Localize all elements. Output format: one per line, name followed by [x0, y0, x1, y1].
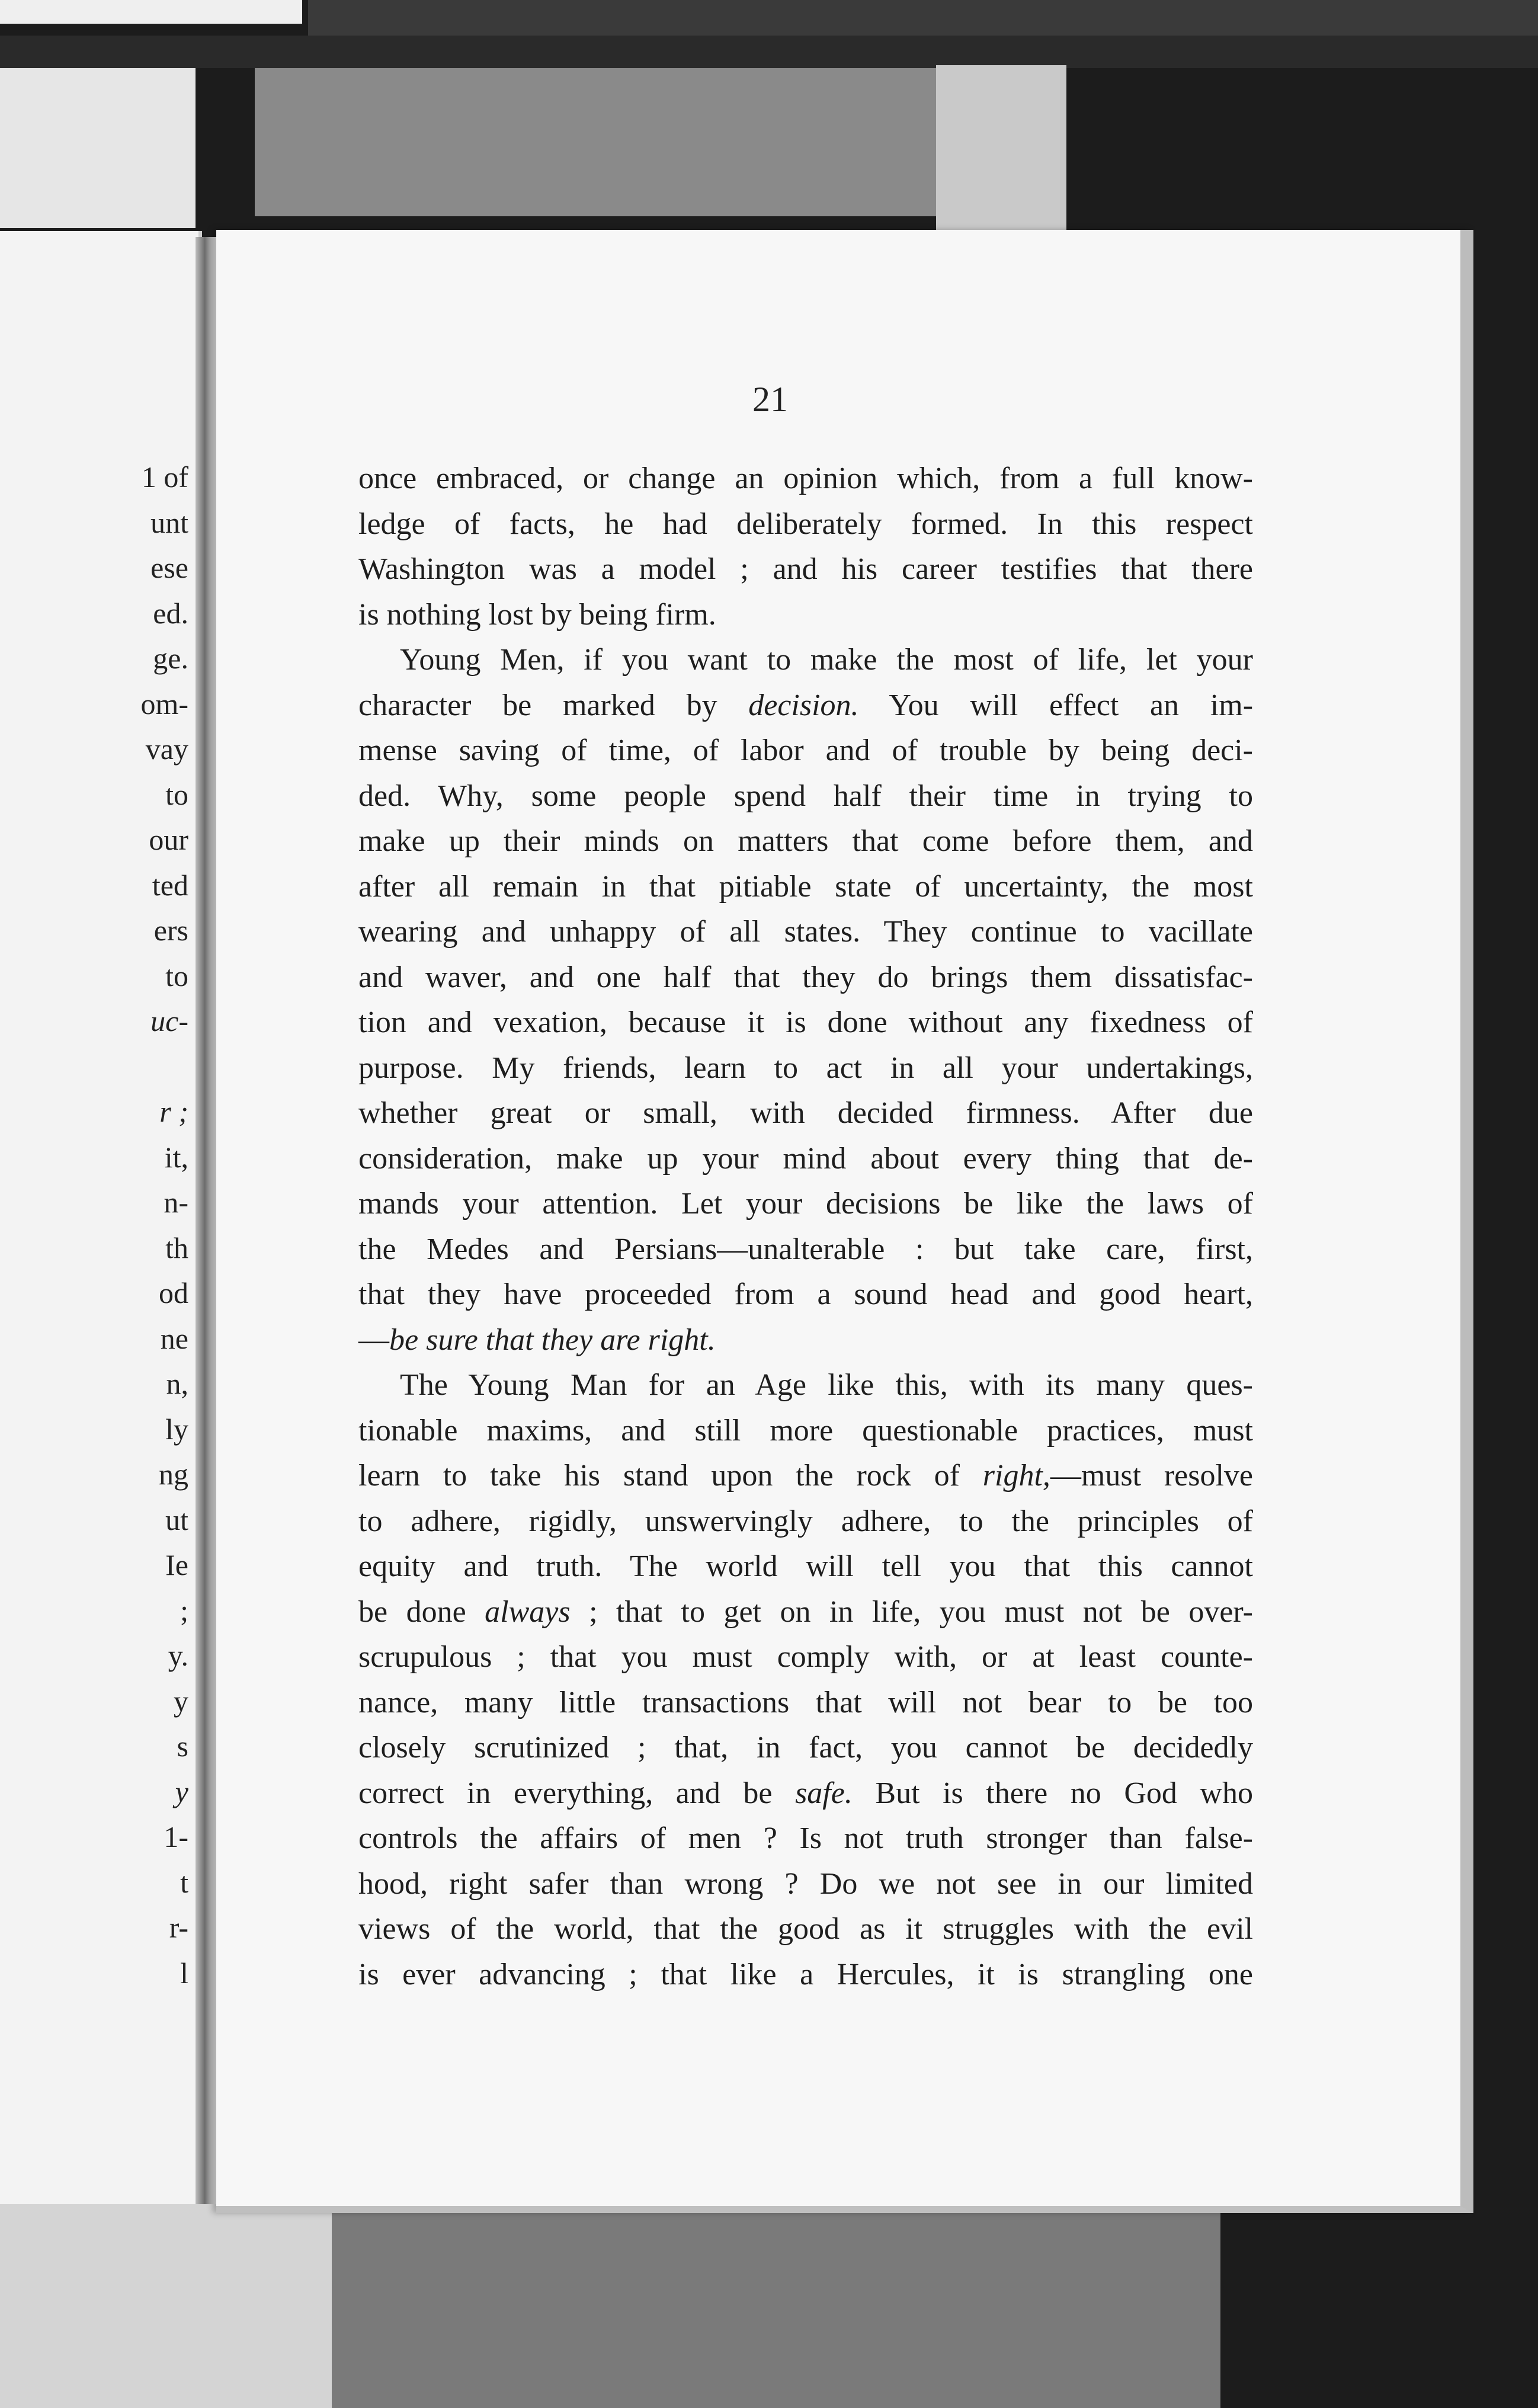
emphasis-text: decision.: [748, 688, 859, 722]
text-line: [358, 955, 1253, 1001]
text-line: [358, 1227, 1253, 1273]
facing-page-fragment: n,: [166, 1367, 188, 1400]
text-run: consideration, make up your mind about every thing that de-: [358, 1141, 1253, 1176]
text-run: to adhere, rigidly, unswervingly adhere, to the principles of: [358, 1504, 1253, 1538]
facing-page-fragment: ;: [180, 1593, 188, 1627]
text-run: purpose. My friends, learn to act in all your undertakings,: [358, 1051, 1253, 1085]
facing-page-fragment: ly: [165, 1412, 188, 1446]
text-line: [358, 1907, 1253, 1952]
text-line: [358, 1680, 1253, 1726]
text-run: views of the world, that the good as it struggles with the evil: [358, 1912, 1253, 1946]
text-run: correct in everything, and be: [358, 1776, 796, 1810]
text-line: [358, 1046, 1253, 1091]
text-run: —must resolve: [1050, 1459, 1254, 1493]
facing-page-fragment: r-: [169, 1911, 188, 1944]
text-run: scrupulous ; that you must comply with, or at least counte-: [358, 1640, 1253, 1674]
text-run: ded. Why, some people spend half their time in trying to: [358, 779, 1253, 813]
background-paper-strip: [0, 68, 196, 228]
text-line: [358, 1453, 1253, 1499]
text-run: tionable maxims, and still more questionable practices, must: [358, 1413, 1253, 1448]
text-run: that they have proceeded from a sound head and good heart,: [358, 1277, 1253, 1311]
text-run: the Medes and Persians—unalterable : but take care, first,: [358, 1232, 1253, 1266]
text-line: [358, 1862, 1253, 1907]
facing-page-fragment: t: [180, 1865, 188, 1899]
text-run: make up their minds on matters that come before them, and: [358, 824, 1253, 858]
text-line: [358, 1816, 1253, 1862]
text-run: tion and vexation, because it is done without any fixedness of: [358, 1006, 1253, 1039]
text-run: controls the affairs of men ? Is not truth stronger than false-: [358, 1821, 1253, 1855]
text-line: [358, 1635, 1253, 1680]
text-line: [358, 683, 1253, 729]
text-line: [358, 1771, 1253, 1817]
facing-page-fragment: uc-: [150, 1004, 188, 1038]
text-line: [358, 1091, 1253, 1136]
emphasis-text: always: [485, 1594, 571, 1629]
background-gray-strip: [255, 68, 936, 216]
text-run: Young Men, if you want to make the most of life, let your: [400, 643, 1253, 677]
facing-page-left: [0, 231, 202, 2204]
text-line: [358, 864, 1253, 910]
text-line: [358, 1725, 1253, 1771]
text-run: equity and truth. The world will tell you that this cannot: [358, 1549, 1253, 1583]
facing-page-fragment: ese: [150, 551, 188, 584]
text-line: [358, 1590, 1253, 1635]
facing-page-fragment: th: [165, 1231, 188, 1264]
facing-page-fragment: y: [175, 1775, 188, 1808]
text-line: [358, 1544, 1253, 1590]
facing-page-fragment: 1-: [164, 1820, 188, 1853]
text-line: [358, 1952, 1253, 1998]
text-run: is nothing lost by being firm.: [358, 597, 716, 632]
text-run: mense saving of time, of labor and of trouble by being deci-: [358, 734, 1253, 767]
background-paper-strip: [0, 0, 302, 24]
text-line: [358, 1363, 1253, 1408]
text-line: [358, 502, 1253, 547]
text-line: [358, 1000, 1253, 1046]
text-run: be done: [358, 1594, 485, 1629]
text-run: and waver, and one half that they do brings them dissatisfac-: [358, 960, 1253, 994]
text-run: nance, many little transactions that will not bear to be too: [358, 1685, 1253, 1719]
text-run: hood, right safer than wrong ? Do we not see in our limited: [358, 1866, 1253, 1901]
facing-page-fragment: unt: [150, 505, 188, 539]
text-run: whether great or small, with decided firmness. After due: [358, 1096, 1253, 1130]
book-gutter: [196, 237, 216, 2204]
text-run: mands your attention. Let your decisions be like the laws of: [358, 1187, 1253, 1221]
text-run: learn to take his stand upon the rock of: [358, 1459, 983, 1493]
facing-page-fragment: y.: [168, 1639, 188, 1672]
text-run: The Young Man for an Age like this, with its many ques-: [400, 1368, 1253, 1402]
facing-page-fragment: to: [165, 959, 188, 992]
facing-page-fragment: vay: [145, 732, 188, 766]
text-line: [358, 774, 1253, 819]
facing-page-fragment: our: [149, 823, 188, 856]
facing-page-fragment: ne: [160, 1321, 188, 1355]
text-run: ledge of facts, he had deliberately formed. In this respect: [358, 507, 1253, 541]
facing-page-fragment: to: [165, 777, 188, 811]
text-line: [358, 1318, 1253, 1363]
facing-page-fragment: l: [180, 1956, 188, 1990]
text-line: [358, 1272, 1253, 1318]
facing-page-fragment: 1 of: [141, 460, 188, 494]
background-gray-strip: [936, 65, 1066, 243]
text-line: [358, 1181, 1253, 1227]
background-gray-strip: [332, 2204, 1220, 2408]
facing-page-fragment: ers: [153, 914, 188, 947]
text-line: [358, 819, 1253, 864]
facing-page-fragment: n-: [164, 1186, 188, 1219]
text-run: once embraced, or change an opinion which, from a full know-: [358, 462, 1253, 495]
text-run: ; that to get on in life, you must not be over-: [570, 1594, 1253, 1629]
facing-page-fragment: od: [159, 1276, 188, 1309]
text-line: [358, 593, 1253, 638]
page-number: 21: [752, 380, 788, 419]
emphasis-text: be sure that they are right.: [389, 1323, 716, 1357]
text-run: You will effect an im-: [858, 688, 1254, 722]
facing-page-fragment: ge.: [153, 642, 188, 675]
text-line: [358, 1499, 1253, 1545]
emphasis-text: safe.: [795, 1776, 853, 1810]
emphasis-text: right,: [982, 1459, 1050, 1493]
text-line: [358, 728, 1253, 774]
text-run: —: [358, 1323, 389, 1357]
background-dark-strip: [0, 36, 1538, 68]
text-run: closely scrutinized ; that, in fact, you cannot be decidedly: [358, 1731, 1253, 1765]
text-run: Washington was a model ; and his career testifies that there: [358, 552, 1253, 586]
facing-page-fragment: y: [174, 1684, 188, 1718]
facing-page-fragment: ted: [152, 868, 188, 902]
facing-page-fragment: s: [177, 1730, 188, 1763]
text-line: [358, 1136, 1253, 1182]
text-run: character be marked by: [358, 688, 749, 722]
text-line: [358, 547, 1253, 593]
text-run: wearing and unhappy of all states. They continue to vacillate: [358, 915, 1253, 949]
background-dark-strip: [308, 0, 1538, 36]
facing-page-fragment: ed.: [153, 596, 188, 630]
facing-page-fragment: Ie: [165, 1548, 188, 1581]
text-line: [358, 638, 1253, 683]
text-line: [358, 456, 1253, 502]
facing-page-fragment: ut: [165, 1503, 188, 1536]
text-run: But is there no God who: [852, 1776, 1253, 1810]
facing-page-fragment: ng: [159, 1458, 188, 1491]
page-body-text: [358, 456, 1253, 1997]
text-run: after all remain in that pitiable state of uncertainty, the most: [358, 869, 1253, 904]
facing-page-fragment: om-: [140, 687, 188, 721]
facing-page-fragment: it,: [164, 1140, 188, 1174]
text-line: [358, 1408, 1253, 1454]
text-run: is ever advancing ; that like a Hercules, it is strangling one: [358, 1957, 1253, 1991]
facing-page-fragment: r ;: [159, 1095, 188, 1128]
background-paper-strip: [0, 2198, 332, 2408]
text-line: [358, 910, 1253, 955]
